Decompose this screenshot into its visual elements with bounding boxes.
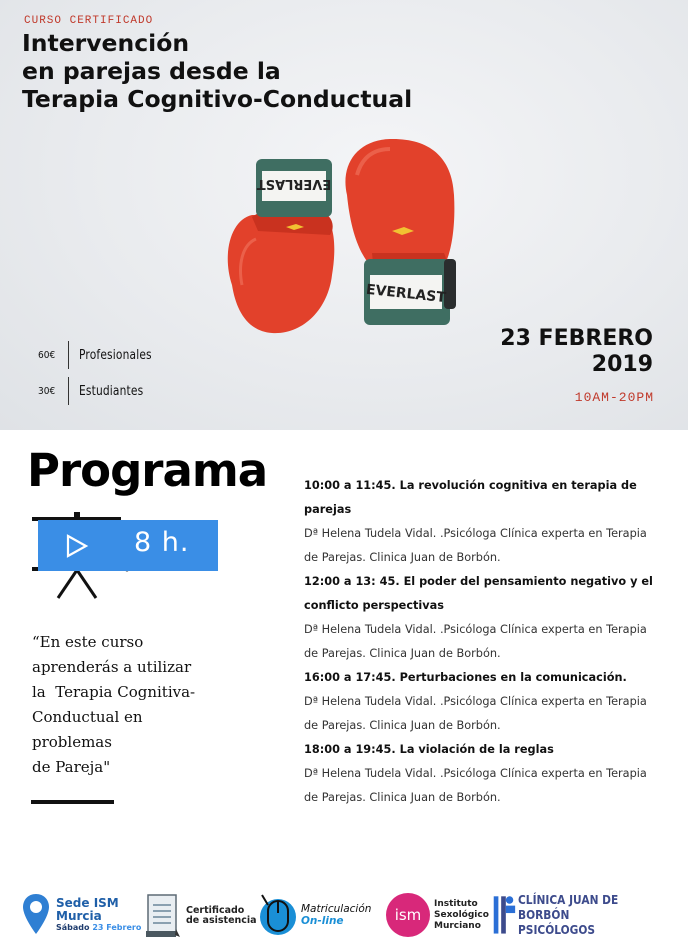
quote-line: de Pareja" bbox=[32, 758, 111, 776]
clinica-figure-icon bbox=[490, 891, 518, 937]
institute-label: Murciano bbox=[434, 920, 481, 931]
session-speaker: Dª Helena Tudela Vidal. .Psicóloga Clínica experta en Terapia bbox=[304, 623, 647, 636]
session-speaker: de Parejas. Clinica Juan de Borbón. bbox=[304, 791, 501, 804]
course-title-line: Intervención bbox=[22, 29, 190, 57]
sede-date-value: 23 Febrero bbox=[92, 922, 142, 932]
mouse-icon bbox=[258, 893, 298, 937]
session-item bbox=[304, 738, 668, 810]
certificate-document-icon bbox=[146, 893, 182, 939]
sede-ism-logo bbox=[22, 893, 141, 935]
clinica-name: CLÍNICA JUAN DE BORBÓN bbox=[517, 891, 619, 922]
price-amount: 60€ bbox=[38, 349, 56, 361]
course-title bbox=[22, 29, 492, 113]
session-title: conflicto perspectivas bbox=[304, 599, 445, 612]
session-title: 16:00 a 17:45. Perturbaciones en la comunicación. bbox=[304, 671, 627, 684]
glove-brand-right: EVERLAST bbox=[365, 281, 447, 307]
price-divider bbox=[68, 377, 69, 405]
session-item bbox=[304, 666, 668, 738]
online-label-text: On-line bbox=[301, 915, 344, 927]
institute-label: Sexológico bbox=[434, 909, 489, 920]
session-title: 12:00 a 13: 45. El poder del pensamiento negativo y el bbox=[304, 575, 653, 588]
footer-logos bbox=[0, 885, 688, 945]
quote-line: “En este curso bbox=[32, 633, 144, 651]
play-icon bbox=[62, 531, 92, 561]
ism-institute-logo bbox=[386, 893, 489, 937]
certificate-label: Certificado bbox=[186, 905, 245, 916]
price-row-profesionales bbox=[38, 340, 168, 370]
event-date bbox=[500, 326, 653, 378]
session-item bbox=[304, 474, 668, 570]
ism-badge-text: ism bbox=[394, 906, 422, 924]
event-time: 10AM-20PM bbox=[574, 390, 654, 405]
certificate-logo bbox=[146, 893, 257, 939]
price-list bbox=[38, 340, 168, 412]
event-date-day: 23 FEBRERO bbox=[500, 326, 653, 351]
glove-brand-left: EVERLAST bbox=[256, 176, 332, 191]
course-eyebrow: CURSO CERTIFICADO bbox=[24, 15, 154, 27]
session-speaker: de Parejas. Clinica Juan de Borbón. bbox=[304, 647, 501, 660]
course-hours: 8 h. bbox=[134, 527, 190, 558]
program-heading: Programa bbox=[27, 444, 268, 497]
session-speaker: de Parejas. Clinica Juan de Borbón. bbox=[304, 551, 501, 564]
sede-day: Sábado bbox=[56, 922, 90, 932]
ism-badge bbox=[386, 893, 430, 937]
hero-section bbox=[0, 0, 688, 430]
online-label bbox=[301, 915, 371, 927]
price-label: Estudiantes bbox=[79, 383, 144, 399]
left-glove bbox=[228, 159, 335, 333]
session-speaker: Dª Helena Tudela Vidal. .Psicóloga Clínica experta en Terapia bbox=[304, 695, 647, 708]
price-amount: 30€ bbox=[38, 385, 56, 397]
quote-divider bbox=[31, 800, 114, 804]
session-title: 18:00 a 19:45. La violación de la reglas bbox=[304, 743, 554, 756]
matriculacion-logo bbox=[258, 893, 371, 937]
boxing-gloves-image bbox=[222, 135, 462, 335]
course-title-line: en parejas desde la bbox=[22, 57, 281, 85]
quote-line: la Terapia Cognitiva- bbox=[32, 683, 196, 701]
session-title: 10:00 a 11:45. La revolución cognitiva en terapia de parejas bbox=[304, 479, 637, 516]
hours-badge bbox=[38, 520, 218, 571]
clinica-logo bbox=[490, 891, 688, 937]
session-speaker: Dª Helena Tudela Vidal. .Psicóloga Clínica experta en Terapia bbox=[304, 527, 647, 540]
price-row-estudiantes bbox=[38, 376, 168, 406]
certificate-label: de asistencia bbox=[186, 915, 257, 926]
session-speaker: de Parejas. Clinica Juan de Borbón. bbox=[304, 719, 501, 732]
session-speaker: Dª Helena Tudela Vidal. .Psicóloga Clínica experta en Terapia bbox=[304, 767, 647, 780]
quote-line: aprenderás a utilizar bbox=[32, 658, 192, 676]
sede-city: Murcia bbox=[56, 908, 102, 923]
quote-line: Conductual en bbox=[32, 708, 143, 726]
session-item bbox=[304, 570, 668, 666]
right-glove bbox=[345, 139, 456, 325]
location-pin-icon bbox=[22, 893, 50, 935]
session-list bbox=[304, 474, 668, 810]
clinica-psicologos: PSICÓLOGOS bbox=[517, 921, 595, 937]
sede-title: Sede ISM bbox=[56, 895, 119, 910]
institute-label: Instituto bbox=[434, 898, 478, 909]
course-quote bbox=[32, 630, 232, 780]
event-date-year: 2019 bbox=[591, 352, 653, 377]
matriculacion-label: Matriculación bbox=[301, 903, 372, 915]
price-divider bbox=[68, 341, 69, 369]
sede-date bbox=[56, 923, 141, 932]
quote-line: problemas bbox=[32, 733, 112, 751]
price-label: Profesionales bbox=[79, 347, 152, 363]
course-title-line: Terapia Cognitivo-Conductual bbox=[22, 85, 413, 113]
